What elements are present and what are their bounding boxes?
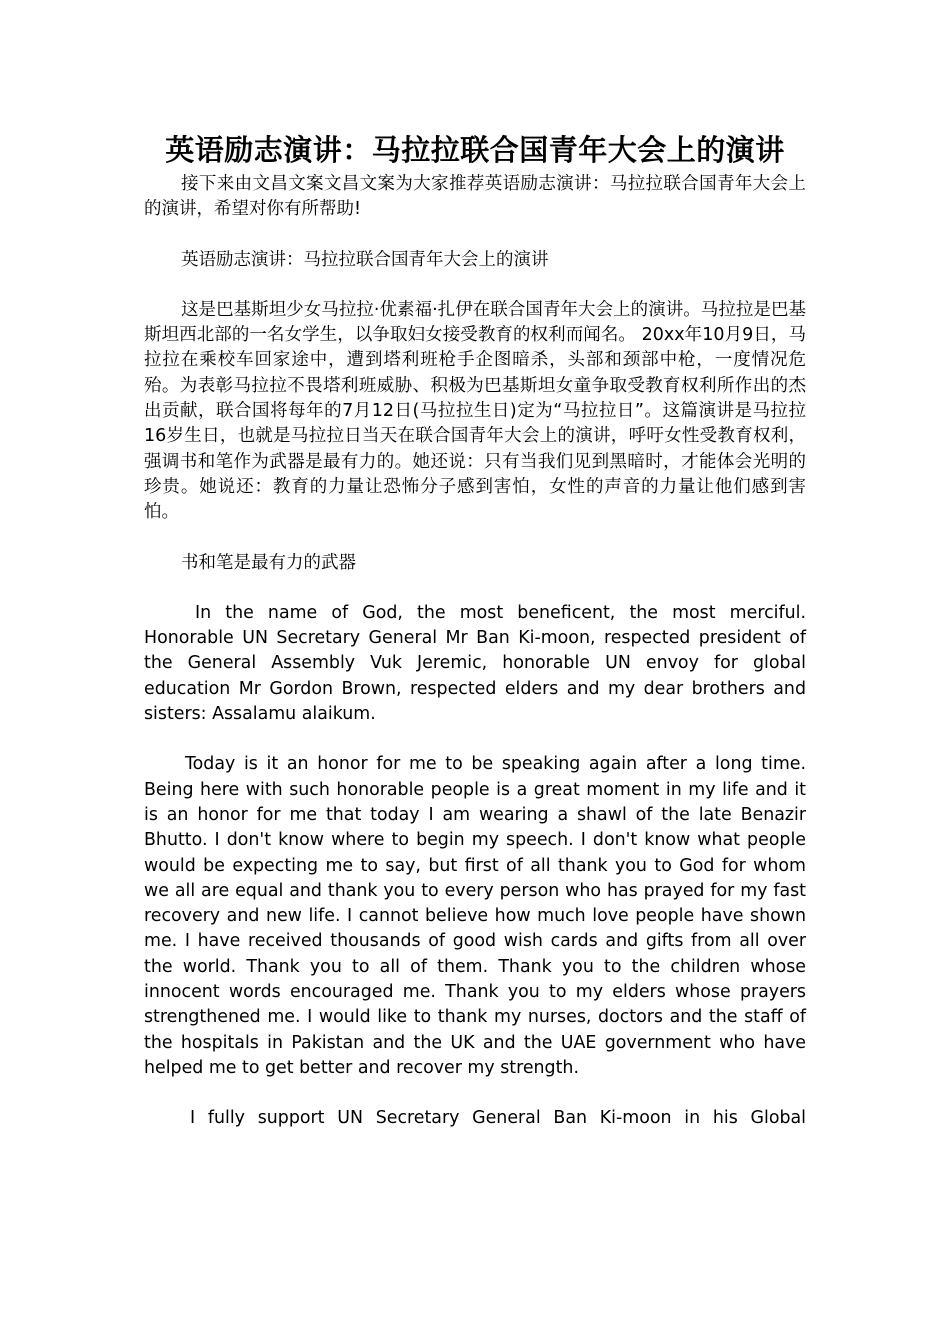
paragraph-gap: [144, 727, 806, 752]
paragraph-gap: [144, 1081, 806, 1106]
document-title: 英语励志演讲：马拉拉联合国青年大会上的演讲: [165, 133, 785, 167]
paragraph-gap: [144, 526, 806, 551]
speech-paragraph: Today is it an honor for me to be speaking again after a long time. Being here with such honorable people is a great moment in my life and it is an honor for me that today I am wearing a shawl of the late Benazir Bhutto. I don't know where to begin my speech. I don't know what people would be expecting me to say, but first of all thank you to God for whom we all are equal and thank you to every person who has prayed for my fast recovery and new life. I cannot believe how much love people have shown me. I have received thousands of good wish cards and gifts from all over the world. Thank you to all of them. Thank you to the children whose innocent words encouraged me. Thank you to my elders whose prayers strengthened me. I would like to thank my nurses, doctors and the staff of the hospitals in Pakistan and the UK and the UAE government who have helped me to get better and recover my strength.: [144, 754, 806, 1078]
paragraph-gap: [144, 273, 806, 298]
paragraph-gap: [144, 223, 806, 248]
section-heading: 书和笔是最有力的武器: [181, 552, 356, 573]
document-page: [144, 128, 806, 1132]
speech-paragraph: In the name of God, the most beneficent, the most merciful. Honorable UN Secretary General Mr Ban Ki-moon, respected president of the General Assembly Vuk Jeremic, honorable UN envoy for global education Mr Gordon Brown, respected elders and my dear brothers and sisters: Assalamu alaikum.: [144, 602, 806, 725]
intro-paragraph: 接下来由文昌文案文昌文案为大家推荐英语励志演讲：马拉拉联合国青年大会上的演讲，希望对你有所帮助!: [144, 174, 806, 220]
speech-paragraph: I fully support UN Secretary General Ban Ki-moon in his Global: [190, 1108, 806, 1129]
paragraph-gap: [144, 576, 806, 601]
subtitle: 英语励志演讲：马拉拉联合国青年大会上的演讲: [181, 249, 549, 270]
background-paragraph: 这是巴基斯坦少女马拉拉·优素福·扎伊在联合国青年大会上的演讲。马拉拉是巴基斯坦西北部的一名女学生，以争取妇女接受教育的权利而闻名。 20xx年10月9日，马拉拉在乘校车回家途中，遭到塔利班枪手企图暗杀，头部和颈部中枪，一度情况危殆。为表彰马拉拉不畏塔利班威胁、积极为巴基斯坦女童争取受教育权利所作出的杰出贡献，联合国将每年的7月12日(马拉拉生日)定为“马拉拉日”。这篇演讲是马拉拉16岁生日，也就是马拉拉日当天在联合国青年大会上的演讲，呼吁女性受教育权利，强调书和笔作为武器是最有力的。她还说：只有当我们见到黑暗时，才能体会光明的珍贵。她说还：教育的力量让恐怖分子感到害怕，女性的声音的力量让他们感到害怕。: [144, 299, 806, 523]
